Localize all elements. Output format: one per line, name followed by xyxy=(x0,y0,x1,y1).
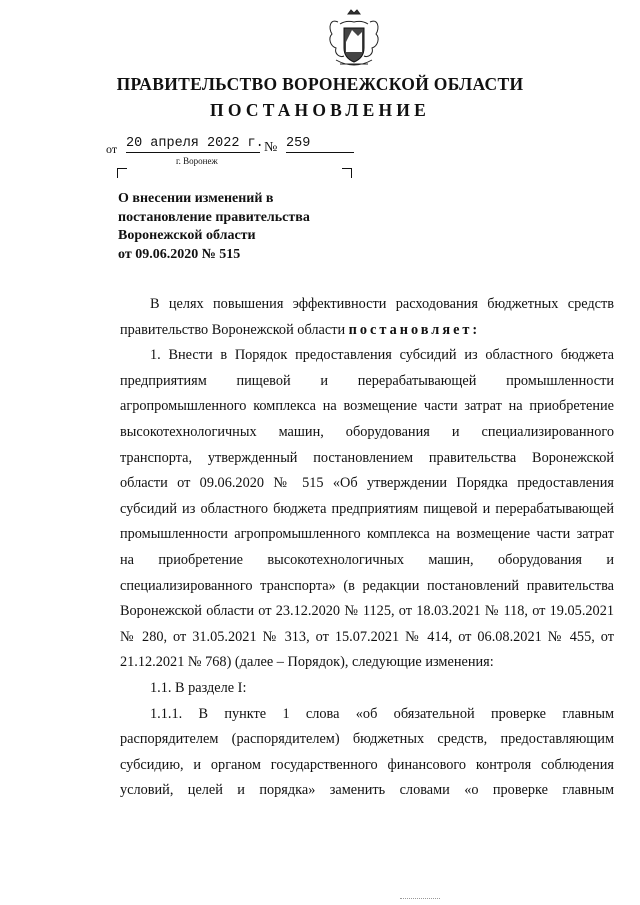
city-label: г. Воронеж xyxy=(176,156,218,166)
number-label: № xyxy=(264,140,278,155)
item-1-1-paragraph: 1.1. В разделе I: xyxy=(150,679,247,696)
preamble-paragraph xyxy=(120,292,614,343)
item-1-paragraph: 1. Внести в Порядок предоставления субсидий из областного бюджета предприятиям пищевой и перерабатывающей промышленности агропромышленного комплекса на возмещение части затрат на приобретение высокотехнологичных машин, оборудования и специализированного транспорта, утвержденный постановлением правительства Воронежской области от 09.06.2020 № 515 «Об утверждении Порядка предоставления субсидий из областного бюджета предприятиям пищевой и перерабатывающей промышленности агропромышленного комплекса на возмещение части затрат на приобретение высокотехнологичных машин, оборудования и специализированного транспорта» (в редакции постановлений правительства Воронежской области от 23.12.2020 № 1125, от 18.03.2021 № 118, от 19.05.2021 № 280, от 31.05.2021 № 313, от 15.07.2021 № 414, от 06.08.2021 № 455, от 21.12.2021 № 768) (далее – Порядок), следующие изменения: xyxy=(120,347,614,671)
coat-of-arms-icon xyxy=(326,8,382,70)
page-footer-mark xyxy=(400,898,440,899)
document-type: ПОСТАНОВЛЕНИЕ xyxy=(210,100,430,120)
subject-corner-left xyxy=(117,168,127,178)
preamble-text: В целях повышения эффективности расходования бюджетных средств правительство Воронежской области xyxy=(120,296,614,338)
document-number: 259 xyxy=(286,136,354,153)
subject-line: О внесении изменений в xyxy=(118,191,274,206)
document-date: 20 апреля 2022 г. xyxy=(126,136,264,151)
subject-line: от 09.06.2020 № 515 xyxy=(118,246,241,262)
decree-word: постановляет: xyxy=(348,321,481,338)
document-subject xyxy=(118,190,348,264)
document-body xyxy=(120,292,614,804)
government-title: ПРАВИТЕЛЬСТВО ВОРОНЕЖСКОЙ ОБЛАСТИ xyxy=(116,74,524,94)
item-1-1-1-paragraph: 1.1.1. В пункте 1 слова «об обязательной проверке главным распорядителем (распорядителем) бюджетных средств, предоставляющим субсидию, и органом государственного финансового контроля соблюдения условий, целей и порядка» заменить словами «о проверке главным xyxy=(120,705,614,799)
subject-line: Воронежской области xyxy=(118,228,256,244)
subject-corner-right xyxy=(342,168,352,178)
subject-line: постановление правительства xyxy=(118,209,310,225)
date-label: от xyxy=(106,142,118,156)
